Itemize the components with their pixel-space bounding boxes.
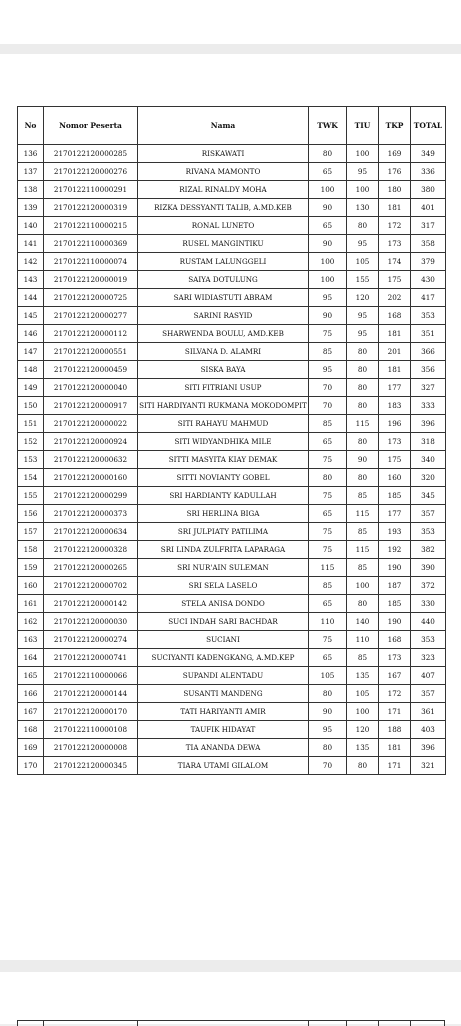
cell-tkp: 171 — [379, 703, 411, 721]
table-header-row — [18, 107, 446, 145]
cell-tkp: 190 — [379, 613, 411, 631]
cell-nomor-peserta: 2170122120000170 — [44, 703, 138, 721]
cell-nomor-peserta: 2170122120000022 — [44, 415, 138, 433]
cell-nama: RIVANA MAMONTO — [138, 163, 309, 181]
cell-no: 162 — [18, 613, 44, 631]
cell-tkp: 190 — [379, 559, 411, 577]
cell-twk: 65 — [309, 649, 347, 667]
cell-twk: 105 — [309, 667, 347, 685]
cell-twk: 70 — [309, 379, 347, 397]
table-row — [18, 487, 446, 505]
cell-nomor-peserta: 2170122120000299 — [44, 487, 138, 505]
cell-twk: 65 — [309, 163, 347, 181]
cell-no: 136 — [18, 145, 44, 163]
cell-tiu: 120 — [347, 289, 379, 307]
cell-tiu: 100 — [347, 145, 379, 163]
cell-nama: SUSANTI MANDENG — [138, 685, 309, 703]
cell-twk: 80 — [309, 145, 347, 163]
cell-nomor-peserta: 2170122110000215 — [44, 217, 138, 235]
cell-twk: 90 — [309, 199, 347, 217]
cell-nama: SISKA BAYA — [138, 361, 309, 379]
cell-total: 353 — [411, 631, 446, 649]
cell-total: 407 — [411, 667, 446, 685]
cell-total: 318 — [411, 433, 446, 451]
cell-nomor-peserta: 2170122110000369 — [44, 235, 138, 253]
cell-nama: SITI FITRIANI USUP — [138, 379, 309, 397]
table-row — [18, 163, 446, 181]
table-row — [18, 739, 446, 757]
cell-tkp: 183 — [379, 397, 411, 415]
cell-nama: SITI WIDYANDHIKA MILE — [138, 433, 309, 451]
cell-tiu: 85 — [347, 523, 379, 541]
cell-nomor-peserta: 2170122120000277 — [44, 307, 138, 325]
cell-nama: SRI NUR'AIN SULEMAN — [138, 559, 309, 577]
table-row — [18, 757, 446, 775]
cell-nama: RIZAL RINALDY MOHA — [138, 181, 309, 199]
cell-twk: 70 — [309, 397, 347, 415]
cell-no: 155 — [18, 487, 44, 505]
table-row — [18, 415, 446, 433]
cell-nomor-peserta: 2170122120000008 — [44, 739, 138, 757]
cell-tkp: 160 — [379, 469, 411, 487]
cell-total: 323 — [411, 649, 446, 667]
cell-no: 168 — [18, 721, 44, 739]
cell-nomor-peserta: 2170122110000108 — [44, 721, 138, 739]
cell-twk: 85 — [309, 577, 347, 595]
cell-nomor-peserta: 2170122120000142 — [44, 595, 138, 613]
table-row — [18, 577, 446, 595]
cell-nama: TIA ANANDA DEWA — [138, 739, 309, 757]
cell-twk: 65 — [309, 505, 347, 523]
cell-total: 351 — [411, 325, 446, 343]
cell-nomor-peserta: 2170122110000066 — [44, 667, 138, 685]
cell-nomor-peserta: 2170122120000160 — [44, 469, 138, 487]
cell-total: 417 — [411, 289, 446, 307]
cell-no: 163 — [18, 631, 44, 649]
header-total: TOTAL — [411, 107, 446, 145]
cell-no: 156 — [18, 505, 44, 523]
cell-nomor-peserta: 2170122110000074 — [44, 253, 138, 271]
cell-twk: 95 — [309, 289, 347, 307]
cell-total: 440 — [411, 613, 446, 631]
table-row — [18, 145, 446, 163]
cell-tiu: 135 — [347, 739, 379, 757]
cell-nomor-peserta: 2170122120000144 — [44, 685, 138, 703]
cell-total: 358 — [411, 235, 446, 253]
cell-nama: TAUFIK HIDAYAT — [138, 721, 309, 739]
cell-nomor-peserta: 2170122110000291 — [44, 181, 138, 199]
cell-nomor-peserta: 2170122120000019 — [44, 271, 138, 289]
cell-tkp: 187 — [379, 577, 411, 595]
table-row — [18, 361, 446, 379]
cell-no: 161 — [18, 595, 44, 613]
cell-nama: STELA ANISA DONDO — [138, 595, 309, 613]
cell-nama: SAIYA DOTULUNG — [138, 271, 309, 289]
cell-nomor-peserta: 2170122120000276 — [44, 163, 138, 181]
cell-tkp: 188 — [379, 721, 411, 739]
cell-nomor-peserta: 2170122120000285 — [44, 145, 138, 163]
cell-nama: SUCIYANTI KADENGKANG, A.MD.KEP — [138, 649, 309, 667]
cell-no: 166 — [18, 685, 44, 703]
cell-total: 317 — [411, 217, 446, 235]
cell-total: 401 — [411, 199, 446, 217]
cell-twk: 90 — [309, 235, 347, 253]
cell-no: 169 — [18, 739, 44, 757]
cell-tkp: 174 — [379, 253, 411, 271]
cell-tkp: 193 — [379, 523, 411, 541]
cell-tkp: 201 — [379, 343, 411, 361]
cell-nama: SUCIANI — [138, 631, 309, 649]
cell-total: 353 — [411, 523, 446, 541]
cell-tkp: 185 — [379, 595, 411, 613]
cell-tiu: 80 — [347, 361, 379, 379]
cell-tkp: 175 — [379, 451, 411, 469]
cell-twk: 85 — [309, 415, 347, 433]
cell-nomor-peserta: 2170122120000917 — [44, 397, 138, 415]
cell-nama: SITTI MASYITA KIAY DEMAK — [138, 451, 309, 469]
table-row — [18, 451, 446, 469]
cell-tkp: 176 — [379, 163, 411, 181]
table-row — [18, 649, 446, 667]
cell-nama: SILVANA D. ALAMRI — [138, 343, 309, 361]
next-document-page — [0, 972, 461, 1024]
cell-nama: RIZKA DESSYANTI TALIB, A.MD.KEB — [138, 199, 309, 217]
cell-tkp: 177 — [379, 505, 411, 523]
cell-no: 158 — [18, 541, 44, 559]
cell-tiu: 80 — [347, 595, 379, 613]
table-row — [18, 343, 446, 361]
cell-tiu: 95 — [347, 163, 379, 181]
cell-total: 396 — [411, 739, 446, 757]
table-body — [18, 145, 446, 775]
cell-tiu: 80 — [347, 343, 379, 361]
cell-tiu: 115 — [347, 505, 379, 523]
cell-tiu: 130 — [347, 199, 379, 217]
header-nama: Nama — [138, 107, 309, 145]
cell-tkp: 168 — [379, 631, 411, 649]
cell-total: 396 — [411, 415, 446, 433]
cell-twk: 75 — [309, 523, 347, 541]
cell-tiu: 95 — [347, 307, 379, 325]
header-twk: TWK — [309, 107, 347, 145]
cell-total: 340 — [411, 451, 446, 469]
cell-tkp: 185 — [379, 487, 411, 505]
cell-tiu: 100 — [347, 703, 379, 721]
cell-tkp: 168 — [379, 307, 411, 325]
cell-twk: 75 — [309, 451, 347, 469]
cell-tiu: 85 — [347, 487, 379, 505]
cell-no: 151 — [18, 415, 44, 433]
cell-no: 138 — [18, 181, 44, 199]
cell-nomor-peserta: 2170122120000328 — [44, 541, 138, 559]
cell-tkp: 181 — [379, 739, 411, 757]
cell-nama: SRI SELA LASELO — [138, 577, 309, 595]
cell-total: 366 — [411, 343, 446, 361]
cell-no: 145 — [18, 307, 44, 325]
table-row — [18, 217, 446, 235]
cell-total: 327 — [411, 379, 446, 397]
cell-tiu: 115 — [347, 541, 379, 559]
cell-no: 139 — [18, 199, 44, 217]
page-separator — [0, 960, 461, 972]
table-row — [18, 721, 446, 739]
table-row — [18, 271, 446, 289]
cell-total: 372 — [411, 577, 446, 595]
cell-tiu: 95 — [347, 325, 379, 343]
cell-twk: 65 — [309, 217, 347, 235]
table-row — [18, 289, 446, 307]
cell-tkp: 181 — [379, 361, 411, 379]
cell-total: 382 — [411, 541, 446, 559]
cell-tiu: 80 — [347, 757, 379, 775]
cell-nama: SRI LINDA ZULFRITA LAPARAGA — [138, 541, 309, 559]
cell-no: 144 — [18, 289, 44, 307]
cell-nomor-peserta: 2170122120000373 — [44, 505, 138, 523]
cell-twk: 95 — [309, 721, 347, 739]
cell-tkp: 172 — [379, 685, 411, 703]
cell-twk: 75 — [309, 487, 347, 505]
table-row — [18, 181, 446, 199]
cell-tkp: 177 — [379, 379, 411, 397]
cell-tkp: 173 — [379, 649, 411, 667]
cell-tiu: 120 — [347, 721, 379, 739]
cell-tiu: 100 — [347, 577, 379, 595]
cell-nama: SARINI RASYID — [138, 307, 309, 325]
cell-nama: SRI HARDIANTY KADULLAH — [138, 487, 309, 505]
cell-nomor-peserta: 2170122120000030 — [44, 613, 138, 631]
cell-nomor-peserta: 2170122120000345 — [44, 757, 138, 775]
cell-total: 353 — [411, 307, 446, 325]
cell-twk: 80 — [309, 685, 347, 703]
cell-nama: SUPANDI ALENTADU — [138, 667, 309, 685]
cell-nama: SITI HARDIYANTI RUKMANA MOKODOMPIT — [138, 397, 309, 415]
table-row — [18, 685, 446, 703]
cell-nama: RUSEL MANGINTIKU — [138, 235, 309, 253]
cell-nomor-peserta: 2170122120000924 — [44, 433, 138, 451]
cell-nomor-peserta: 2170122120000725 — [44, 289, 138, 307]
table-row — [18, 325, 446, 343]
header-nomor-peserta: Nomor Peserta — [44, 107, 138, 145]
cell-tkp: 171 — [379, 757, 411, 775]
cell-nomor-peserta: 2170122120000702 — [44, 577, 138, 595]
table-row — [18, 703, 446, 721]
next-table-top-edge — [17, 1020, 445, 1025]
cell-no: 137 — [18, 163, 44, 181]
cell-nomor-peserta: 2170122120000459 — [44, 361, 138, 379]
cell-nomor-peserta: 2170122120000265 — [44, 559, 138, 577]
cell-total: 345 — [411, 487, 446, 505]
cell-no: 140 — [18, 217, 44, 235]
cell-total: 356 — [411, 361, 446, 379]
cell-nama: RISKAWATI — [138, 145, 309, 163]
cell-nomor-peserta: 2170122120000741 — [44, 649, 138, 667]
table-row — [18, 541, 446, 559]
cell-tiu: 100 — [347, 181, 379, 199]
cell-tiu: 155 — [347, 271, 379, 289]
cell-no: 170 — [18, 757, 44, 775]
cell-tiu: 110 — [347, 631, 379, 649]
cell-no: 152 — [18, 433, 44, 451]
table-row — [18, 253, 446, 271]
cell-tiu: 80 — [347, 379, 379, 397]
cell-no: 164 — [18, 649, 44, 667]
cell-tkp: 181 — [379, 325, 411, 343]
cell-total: 390 — [411, 559, 446, 577]
table-row — [18, 667, 446, 685]
table-row — [18, 559, 446, 577]
cell-twk: 115 — [309, 559, 347, 577]
cell-twk: 70 — [309, 757, 347, 775]
cell-twk: 100 — [309, 253, 347, 271]
table-row — [18, 235, 446, 253]
cell-tkp: 180 — [379, 181, 411, 199]
table-row — [18, 631, 446, 649]
cell-nama: TATI HARIYANTI AMIR — [138, 703, 309, 721]
viewer-top-band — [0, 0, 461, 44]
cell-nomor-peserta: 2170122120000632 — [44, 451, 138, 469]
cell-tiu: 80 — [347, 433, 379, 451]
cell-nama: TIARA UTAMI GILALOM — [138, 757, 309, 775]
cell-no: 159 — [18, 559, 44, 577]
cell-total: 380 — [411, 181, 446, 199]
cell-nomor-peserta: 2170122120000040 — [44, 379, 138, 397]
cell-tkp: 172 — [379, 217, 411, 235]
cell-no: 148 — [18, 361, 44, 379]
cell-twk: 65 — [309, 595, 347, 613]
cell-twk: 85 — [309, 343, 347, 361]
cell-nama: SRI JULPIATY PATILIMA — [138, 523, 309, 541]
cell-tiu: 80 — [347, 397, 379, 415]
cell-tiu: 140 — [347, 613, 379, 631]
cell-tkp: 167 — [379, 667, 411, 685]
table-row — [18, 433, 446, 451]
cell-twk: 75 — [309, 541, 347, 559]
table-row — [18, 397, 446, 415]
cell-twk: 65 — [309, 433, 347, 451]
header-no: No — [18, 107, 44, 145]
header-tkp: TKP — [379, 107, 411, 145]
cell-total: 336 — [411, 163, 446, 181]
cell-tkp: 196 — [379, 415, 411, 433]
cell-twk: 90 — [309, 307, 347, 325]
cell-twk: 75 — [309, 325, 347, 343]
cell-no: 150 — [18, 397, 44, 415]
cell-twk: 75 — [309, 631, 347, 649]
cell-nama: SITTI NOVIANTY GOBEL — [138, 469, 309, 487]
cell-nama: SUCI INDAH SARI BACHDAR — [138, 613, 309, 631]
cell-no: 153 — [18, 451, 44, 469]
cell-no: 142 — [18, 253, 44, 271]
results-table — [17, 106, 446, 775]
cell-tiu: 105 — [347, 253, 379, 271]
cell-tkp: 192 — [379, 541, 411, 559]
table-row — [18, 469, 446, 487]
cell-tkp: 169 — [379, 145, 411, 163]
cell-total: 320 — [411, 469, 446, 487]
table-row — [18, 199, 446, 217]
cell-tkp: 181 — [379, 199, 411, 217]
table-row — [18, 307, 446, 325]
cell-total: 430 — [411, 271, 446, 289]
cell-total: 333 — [411, 397, 446, 415]
cell-twk: 80 — [309, 739, 347, 757]
table-row — [18, 505, 446, 523]
cell-nomor-peserta: 2170122120000551 — [44, 343, 138, 361]
cell-nama: RONAL LUNETO — [138, 217, 309, 235]
page-separator — [0, 44, 461, 54]
cell-tkp: 173 — [379, 235, 411, 253]
cell-twk: 80 — [309, 469, 347, 487]
cell-twk: 90 — [309, 703, 347, 721]
cell-no: 160 — [18, 577, 44, 595]
cell-no: 165 — [18, 667, 44, 685]
cell-nomor-peserta: 2170122120000319 — [44, 199, 138, 217]
cell-tiu: 85 — [347, 649, 379, 667]
table-row — [18, 523, 446, 541]
cell-nomor-peserta: 2170122120000634 — [44, 523, 138, 541]
table-row — [18, 379, 446, 397]
cell-tiu: 95 — [347, 235, 379, 253]
cell-tiu: 80 — [347, 469, 379, 487]
cell-nama: SARI WIDIASTUTI ABRAM — [138, 289, 309, 307]
cell-no: 147 — [18, 343, 44, 361]
table-row — [18, 613, 446, 631]
cell-total: 357 — [411, 505, 446, 523]
cell-nama: RUSTAM LALUNGGELI — [138, 253, 309, 271]
cell-nomor-peserta: 2170122120000112 — [44, 325, 138, 343]
cell-tiu: 80 — [347, 217, 379, 235]
cell-nama: SITI RAHAYU MAHMUD — [138, 415, 309, 433]
cell-no: 141 — [18, 235, 44, 253]
cell-nomor-peserta: 2170122120000274 — [44, 631, 138, 649]
cell-tiu: 135 — [347, 667, 379, 685]
cell-total: 330 — [411, 595, 446, 613]
table-row — [18, 595, 446, 613]
cell-no: 167 — [18, 703, 44, 721]
cell-no: 157 — [18, 523, 44, 541]
cell-nama: SHARWENDA BOULU, AMD.KEB — [138, 325, 309, 343]
cell-tiu: 105 — [347, 685, 379, 703]
cell-no: 143 — [18, 271, 44, 289]
cell-total: 379 — [411, 253, 446, 271]
cell-total: 349 — [411, 145, 446, 163]
cell-nama: SRI HERLINA BIGA — [138, 505, 309, 523]
cell-tiu: 90 — [347, 451, 379, 469]
cell-no: 154 — [18, 469, 44, 487]
cell-twk: 95 — [309, 361, 347, 379]
cell-twk: 100 — [309, 271, 347, 289]
cell-total: 321 — [411, 757, 446, 775]
cell-tiu: 85 — [347, 559, 379, 577]
cell-total: 357 — [411, 685, 446, 703]
header-tiu: TIU — [347, 107, 379, 145]
cell-total: 403 — [411, 721, 446, 739]
cell-tkp: 173 — [379, 433, 411, 451]
cell-twk: 100 — [309, 181, 347, 199]
cell-no: 149 — [18, 379, 44, 397]
cell-tiu: 115 — [347, 415, 379, 433]
cell-tkp: 202 — [379, 289, 411, 307]
cell-tkp: 175 — [379, 271, 411, 289]
cell-total: 361 — [411, 703, 446, 721]
cell-no: 146 — [18, 325, 44, 343]
cell-twk: 110 — [309, 613, 347, 631]
